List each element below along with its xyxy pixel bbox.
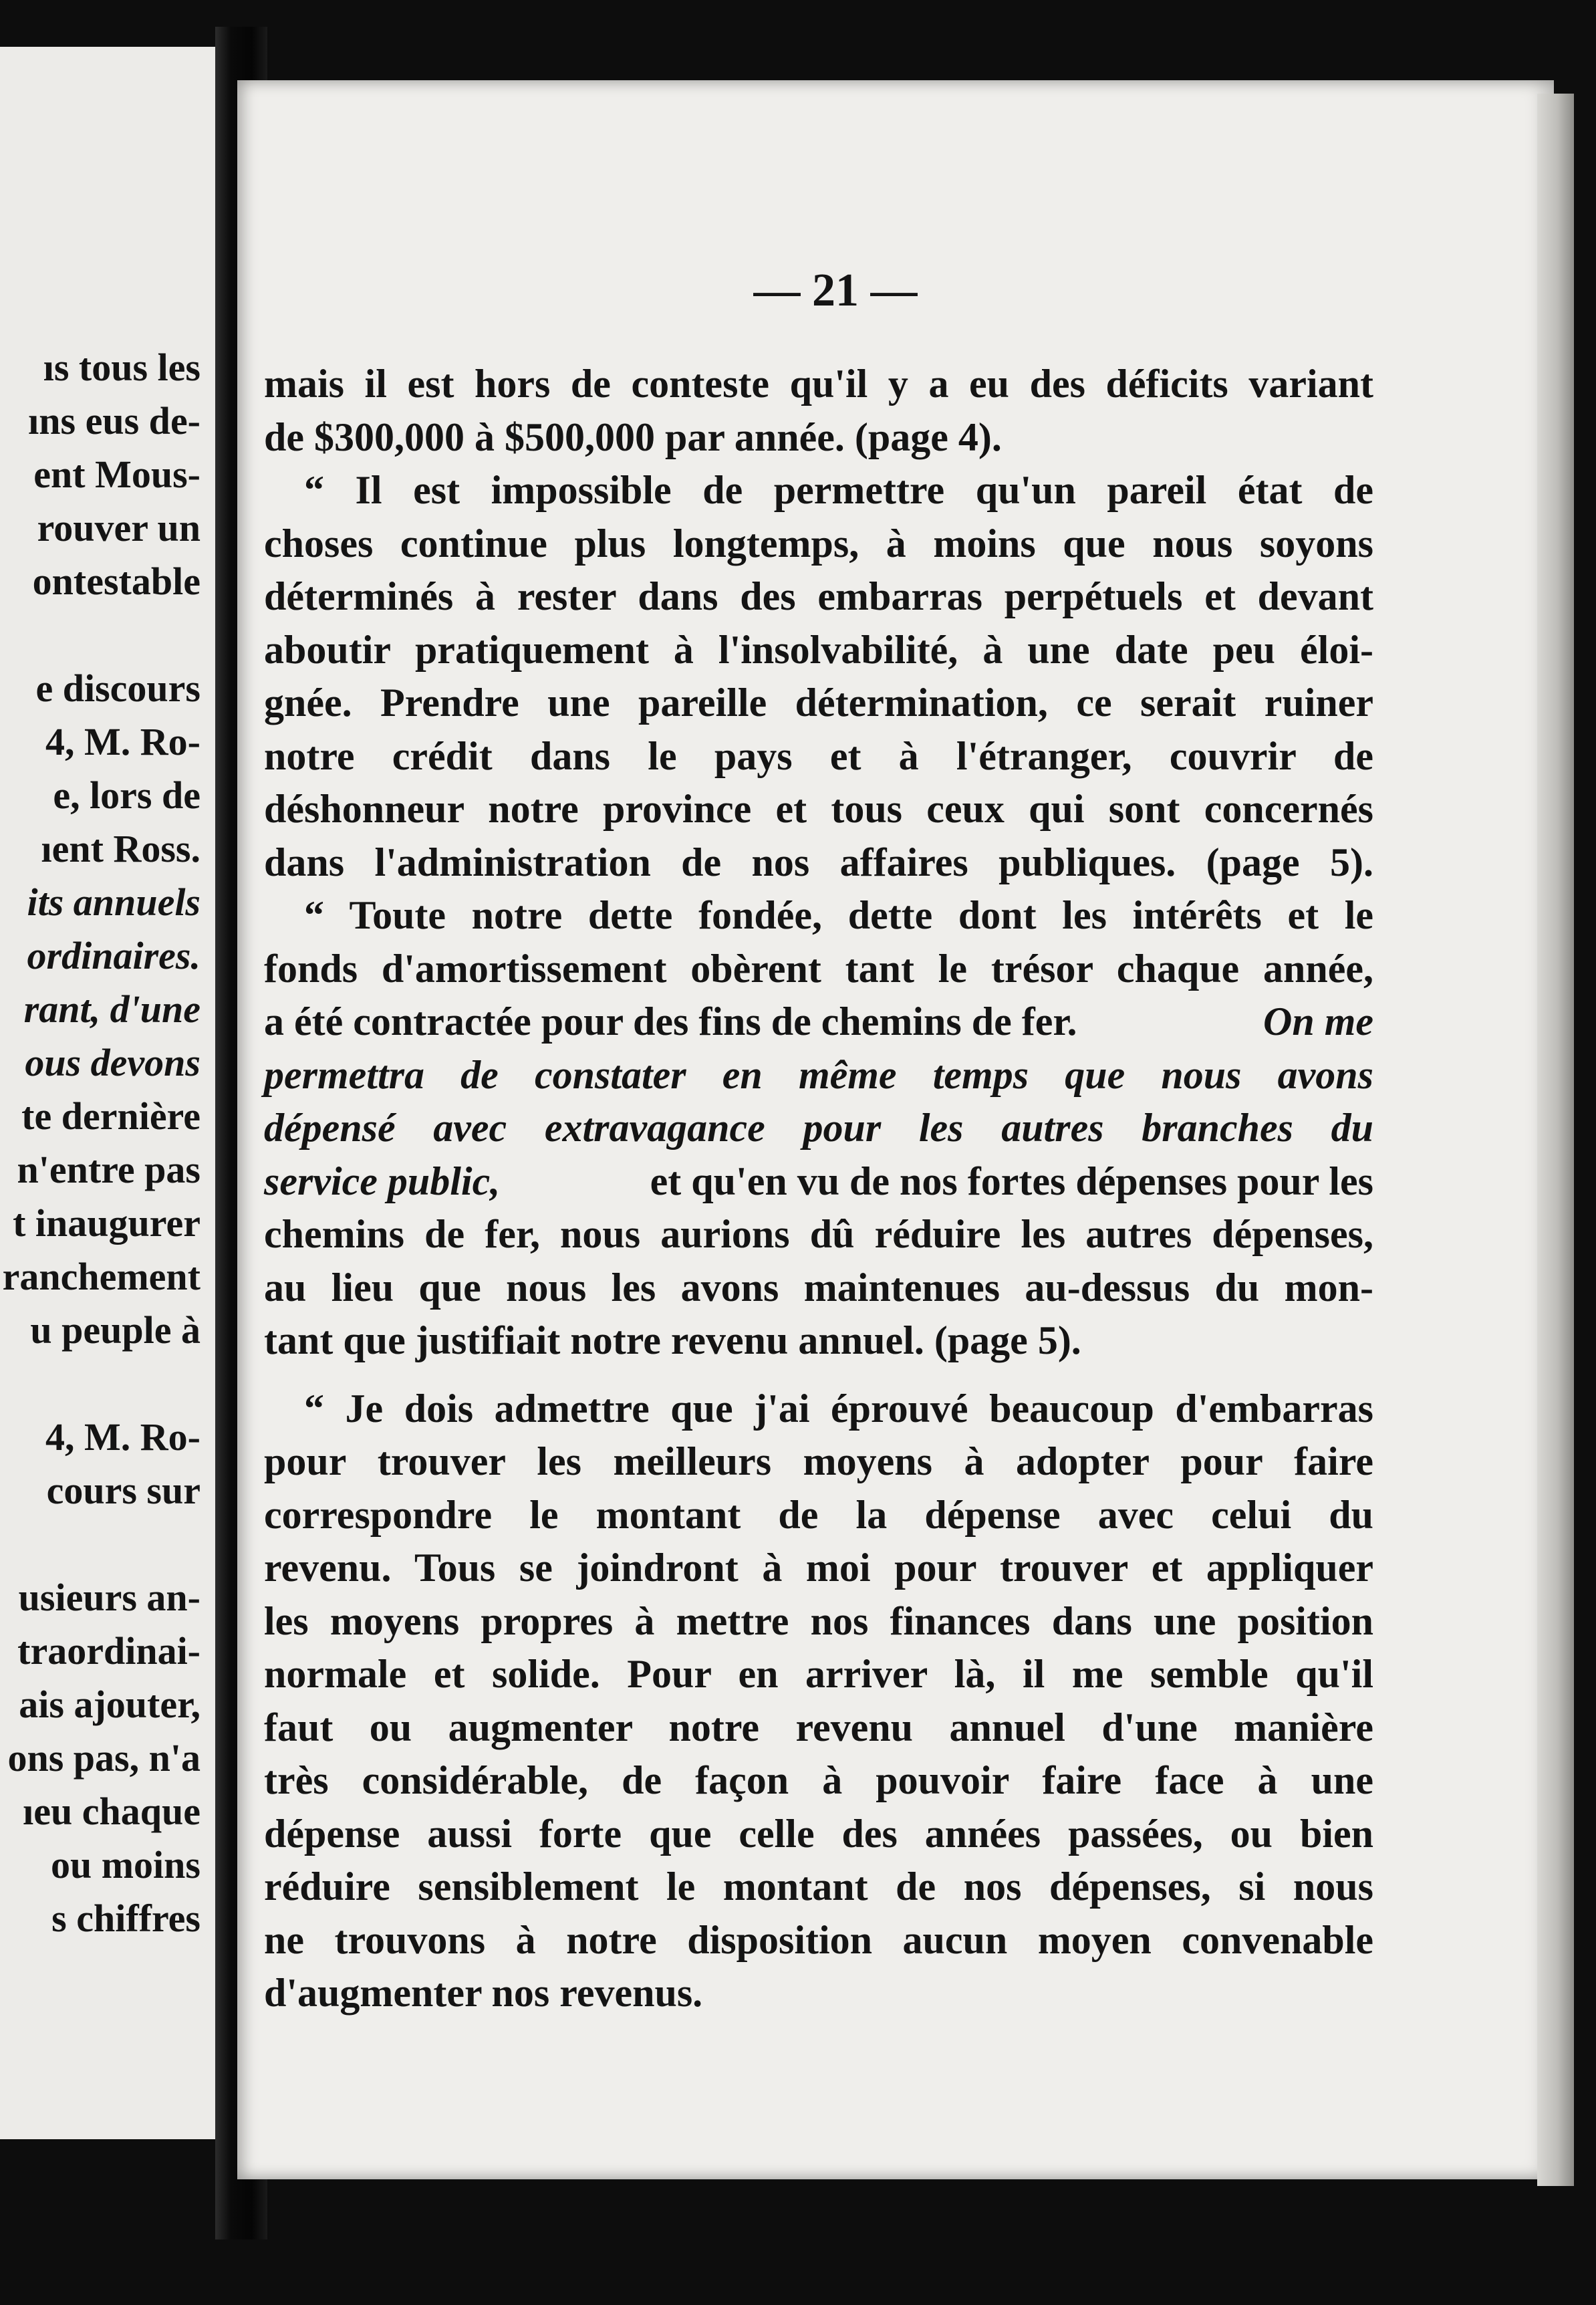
adjacent-page-line: ıent Ross. (41, 827, 201, 870)
page-number: — 21 — (753, 265, 918, 316)
text-line (264, 995, 1373, 1049)
adjacent-page-line: rant, d'une (23, 987, 201, 1031)
text-line: pour trouver les meilleurs moyens à adopter pour faire (264, 1439, 1373, 1483)
text-line: tant que justifiait notre revenu annuel. (page 5). (264, 1318, 1081, 1362)
text-line: “ Toute notre dette fondée, dette dont les intérêts et le (304, 893, 1373, 937)
text-line: “ Il est impossible de permettre qu'un pareil état de (304, 468, 1373, 512)
adjacent-page-line: e discours (35, 666, 201, 710)
text-run: et qu'en vu de nos fortes dépenses pour les (650, 1159, 1373, 1203)
text-line: faut ou augmenter notre revenu annuel d'une manière (264, 1705, 1373, 1749)
text-line: réduire sensiblement le montant de nos dépenses, si nous (264, 1864, 1373, 1909)
text-line (264, 1049, 1373, 1102)
adjacent-page-line: ordinaires. (27, 934, 201, 977)
adjacent-page-line (3, 1518, 201, 1571)
adjacent-page-line: rouver un (37, 506, 201, 550)
text-line: de $300,000 à $500,000 par année. (page 4). (264, 414, 1002, 459)
text-line: choses continue plus longtemps, à moins que nous soyons (264, 521, 1373, 566)
emphasis-run: permettra de constater en même temps que nous avons (264, 1052, 1373, 1097)
adjacent-page-line: u peuple à (30, 1308, 201, 1352)
adjacent-page-line: t inaugurer (13, 1201, 201, 1245)
text-line: notre crédit dans le pays et à l'étranger, couvrir de (264, 733, 1373, 778)
page-edge (1537, 94, 1574, 2186)
adjacent-page-line: ıs tous les (43, 346, 201, 389)
adjacent-page-line (3, 608, 201, 662)
text-line: normale et solide. Pour en arriver là, il me semble qu'il (264, 1652, 1373, 1696)
text-line: aboutir pratiquement à l'insolvabilité, à une date peu éloi- (264, 627, 1373, 672)
text-line: gnée. Prendre une pareille détermination, ce serait ruiner (264, 681, 1373, 725)
adjacent-page-line: ent Mous- (33, 453, 201, 496)
adjacent-page-line: s chiffres (51, 1897, 201, 1940)
adjacent-page-line: cours sur (46, 1469, 201, 1512)
text-line: dans l'administration de nos affaires publiques. (page 5). (264, 840, 1373, 884)
adjacent-page-line: n'entre pas (17, 1148, 201, 1191)
adjacent-page-line: ous devons (25, 1041, 201, 1084)
adjacent-page-line: ais ajouter, (19, 1683, 201, 1726)
adjacent-page-line: ons pas, n'a (7, 1736, 201, 1780)
paragraph-1 (264, 358, 1373, 464)
text-line (264, 1155, 1373, 1209)
adjacent-page-line: ontestable (32, 560, 201, 603)
text-line: très considérable, de façon à pouvoir faire face à une (264, 1758, 1373, 1802)
adjacent-page-line: ou moins (50, 1843, 201, 1887)
text-line: “ Je dois admettre que j'ai éprouvé beaucoup d'embarras (304, 1386, 1373, 1431)
adjacent-page-line: traordinai- (17, 1629, 201, 1673)
page-body (264, 358, 1373, 2020)
paragraph-4 (264, 1382, 1373, 2020)
text-line: revenu. Tous se joindront à moi pour trouver et appliquer (264, 1546, 1373, 1590)
emphasis-run: service public, (264, 1159, 501, 1203)
text-line: fonds d'amortissement obèrent tant le trésor chaque année, (264, 946, 1373, 991)
adjacent-page-line: 4, M. Ro- (45, 1415, 201, 1459)
paragraph-3 (264, 889, 1373, 1368)
adjacent-page-line: its annuels (27, 880, 201, 924)
text-run: a été contractée pour des fins de chemins de fer. (264, 999, 1077, 1044)
text-line: ne trouvons à notre disposition aucun moyen convenable (264, 1917, 1373, 1962)
paragraph-2 (264, 464, 1373, 889)
adjacent-page-line: usieurs an- (18, 1576, 201, 1619)
adjacent-page-line (3, 1357, 201, 1411)
text-line: au lieu que nous les avons maintenues au-dessus du mon- (264, 1265, 1373, 1310)
adjacent-page-line: ıns eus de- (28, 399, 201, 443)
adjacent-page-lines (3, 341, 201, 1945)
text-line: dépense aussi forte que celle des années passées, ou bien (264, 1811, 1373, 1856)
text-line: déshonneur notre province et tous ceux qui sont concernés (264, 787, 1373, 831)
emphasis-run: On me (1263, 999, 1373, 1044)
text-line: d'augmenter nos revenus. (264, 1971, 703, 2015)
adjacent-page-line: ranchement (2, 1255, 201, 1298)
text-line: déterminés à rester dans des embarras perpétuels et devant (264, 574, 1373, 618)
text-line (264, 1102, 1373, 1155)
text-line: chemins de fer, nous aurions dû réduire les autres dépenses, (264, 1212, 1373, 1256)
adjacent-page-line: 4, M. Ro- (45, 720, 201, 763)
adjacent-page-line: te dernière (21, 1094, 201, 1138)
adjacent-page-fragment (0, 47, 215, 2139)
text-line: mais il est hors de conteste qu'il y a eu des déficits variant (264, 362, 1373, 406)
adjacent-page-line: ıeu chaque (23, 1790, 201, 1833)
adjacent-page-line: e, lors de (53, 773, 201, 817)
text-line: les moyens propres à mettre nos finances dans une position (264, 1598, 1373, 1643)
text-line: correspondre le montant de la dépense avec celui du (264, 1492, 1373, 1537)
emphasis-run: dépensé avec extravagance pour les autres branches du (264, 1106, 1373, 1150)
